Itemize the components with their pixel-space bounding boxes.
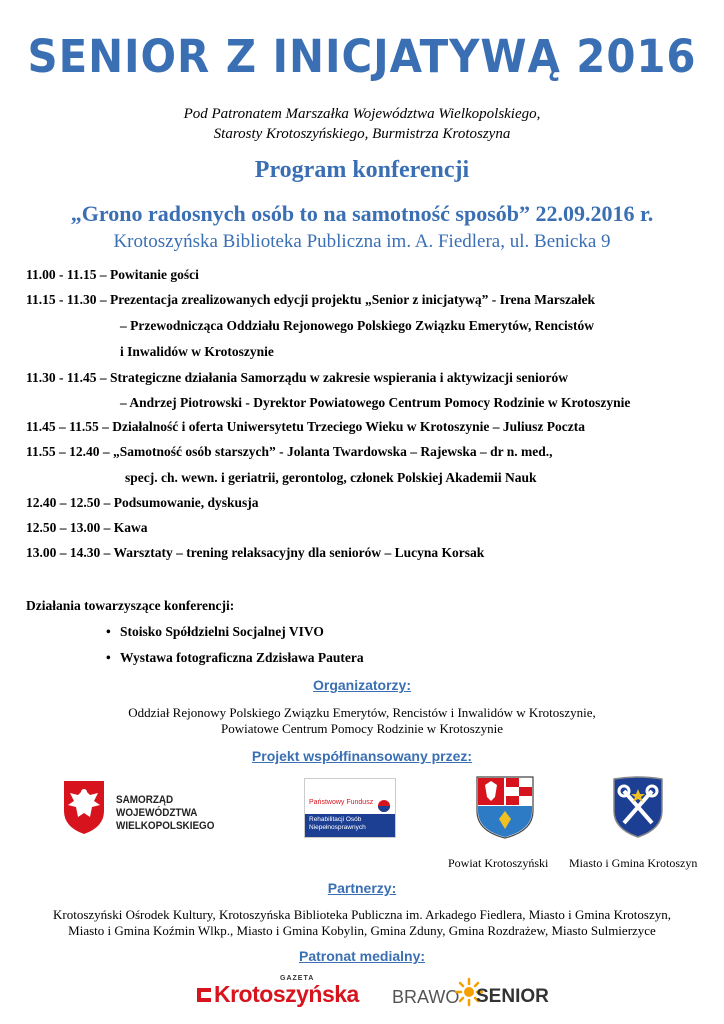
pfron-line-3: Niepełnosprawnych	[309, 824, 366, 831]
senior-text: SENIOR	[476, 986, 549, 1007]
schedule-line: 11.15 - 11.30 – Prezentacja zrealizowanych edycji projektu „Senior z inicjatywą” - Irena Marszałek	[26, 292, 596, 307]
schedule-line: 11.55 – 12.40 – „Samotność osób starszych” - Jolanta Twardowska – Rajewska – dr n. med.,	[26, 444, 553, 459]
wielkopolska-crest-icon	[62, 779, 106, 835]
gazeta-name: Krotoszyńska	[214, 981, 359, 1007]
samorzad-logo	[62, 779, 262, 839]
krotoszyn-crest-icon	[610, 775, 666, 839]
partners-line-1: Krotoszyński Ośrodek Kultury, Krotoszyńska Biblioteka Publiczna im. Arkadego Fiedlera, Miasto i Gmina Krotoszyn,	[52, 907, 671, 922]
organizers-text	[0, 705, 724, 737]
patronage-line-1: Pod Patronatem Marszałka Województwa Wielkopolskiego,	[183, 106, 541, 122]
organizers-line-2: Powiatowe Centrum Pomocy Rodzinie w Krotoszynie	[221, 721, 503, 736]
pfron-line-2: Rehabilitacji Osób	[309, 816, 362, 823]
partners-text	[0, 907, 724, 939]
side-event-label: Stoisko Spółdzielni Socjalnej VIVO	[120, 624, 324, 639]
miasto-caption: Miasto i Gmina Krotoszyn	[569, 856, 698, 870]
bullet-icon: •	[106, 650, 111, 665]
brawo-text: BRAWO	[392, 987, 460, 1007]
krotoszyn-crest	[610, 775, 666, 839]
venue: Krotoszyńska Biblioteka Publiczna im. A. Fiedlera, ul. Benicka 9	[113, 231, 611, 252]
organizers-heading: Organizatorzy:	[312, 677, 411, 693]
schedule-line: 12.50 – 13.00 – Kawa	[26, 520, 148, 535]
powiat-caption: Powiat Krotoszyński	[448, 856, 549, 870]
schedule-line: 11.30 - 11.45 – Strategiczne działania Samorządu w zakresie wspierania i aktywizacji seniorów	[26, 370, 568, 385]
side-events-heading: Działania towarzyszące konferencji:	[26, 598, 235, 613]
patronage-line-2: Starosty Krotoszyńskiego, Burmistrza Krotoszyna	[213, 126, 511, 142]
side-event-item	[106, 624, 324, 640]
page-title: SENIOR Z INICJATYWĄ 2016	[27, 30, 697, 83]
patronage-text	[0, 104, 724, 144]
schedule-line: – Przewodnicząca Oddziału Rejonowego Polskiego Związku Emerytów, Rencistów	[120, 318, 594, 333]
gazeta-mark-icon	[196, 987, 212, 1003]
gazeta-krotoszynska-logo	[194, 975, 364, 1015]
bullet-icon: •	[106, 624, 111, 639]
powiat-crest	[475, 775, 535, 839]
side-event-label: Wystawa fotograficzna Zdzisława Pautera	[120, 650, 364, 665]
brawo-senior-logo	[392, 975, 552, 1015]
pfron-mark-icon	[377, 799, 391, 813]
schedule-line: 11.00 - 11.15 – Powitanie gości	[26, 267, 199, 282]
schedule-line: – Andrzej Piotrowski - Dyrektor Powiatowego Centrum Pomocy Rodzinie w Krotoszynie	[120, 395, 631, 410]
pfron-line-1: Państwowy Fundusz	[309, 799, 374, 806]
media-heading: Patronat medialny:	[298, 948, 426, 964]
schedule-line: 12.40 – 12.50 – Podsumowanie, dyskusja	[26, 495, 259, 510]
schedule-line: specj. ch. wewn. i geriatrii, gerontolog, członek Polskiej Akademii Nauk	[125, 470, 537, 485]
gazeta-small: GAZETA	[280, 975, 315, 982]
schedule-line: i Inwalidów w Krotoszynie	[120, 344, 274, 359]
partners-line-2: Miasto i Gmina Koźmin Wlkp., Miasto i Gmina Kobylin, Gmina Zduny, Gmina Rozdrażew, Miasto Sulmierzyce	[68, 923, 656, 938]
program-heading: Program konferencji	[254, 157, 470, 183]
conference-title: „Grono radosnych osób to na samotność sposób” 22.09.2016 r.	[70, 201, 654, 226]
schedule-line: 11.45 – 11.55 – Działalność i oferta Uniwersytetu Trzeciego Wieku w Krotoszynie – Juliusz Poczta	[26, 419, 585, 434]
samorzad-line-1: SAMORZĄD WOJEWÓDZTWA	[116, 794, 198, 819]
schedule-line: 13.00 – 14.30 – Warsztaty – trening relaksacyjny dla seniorów – Lucyna Korsak	[26, 545, 485, 560]
organizers-line-1: Oddział Rejonowy Polskiego Związku Emerytów, Rencistów i Inwalidów w Krotoszynie,	[128, 705, 596, 720]
partners-heading: Partnerzy:	[327, 880, 397, 896]
pfron-logo	[304, 778, 396, 838]
side-event-item	[106, 650, 364, 666]
funding-heading: Projekt współfinansowany przez:	[251, 748, 473, 764]
powiat-crest-icon	[475, 775, 535, 839]
samorzad-line-2: WIELKOPOLSKIEGO	[116, 820, 215, 832]
